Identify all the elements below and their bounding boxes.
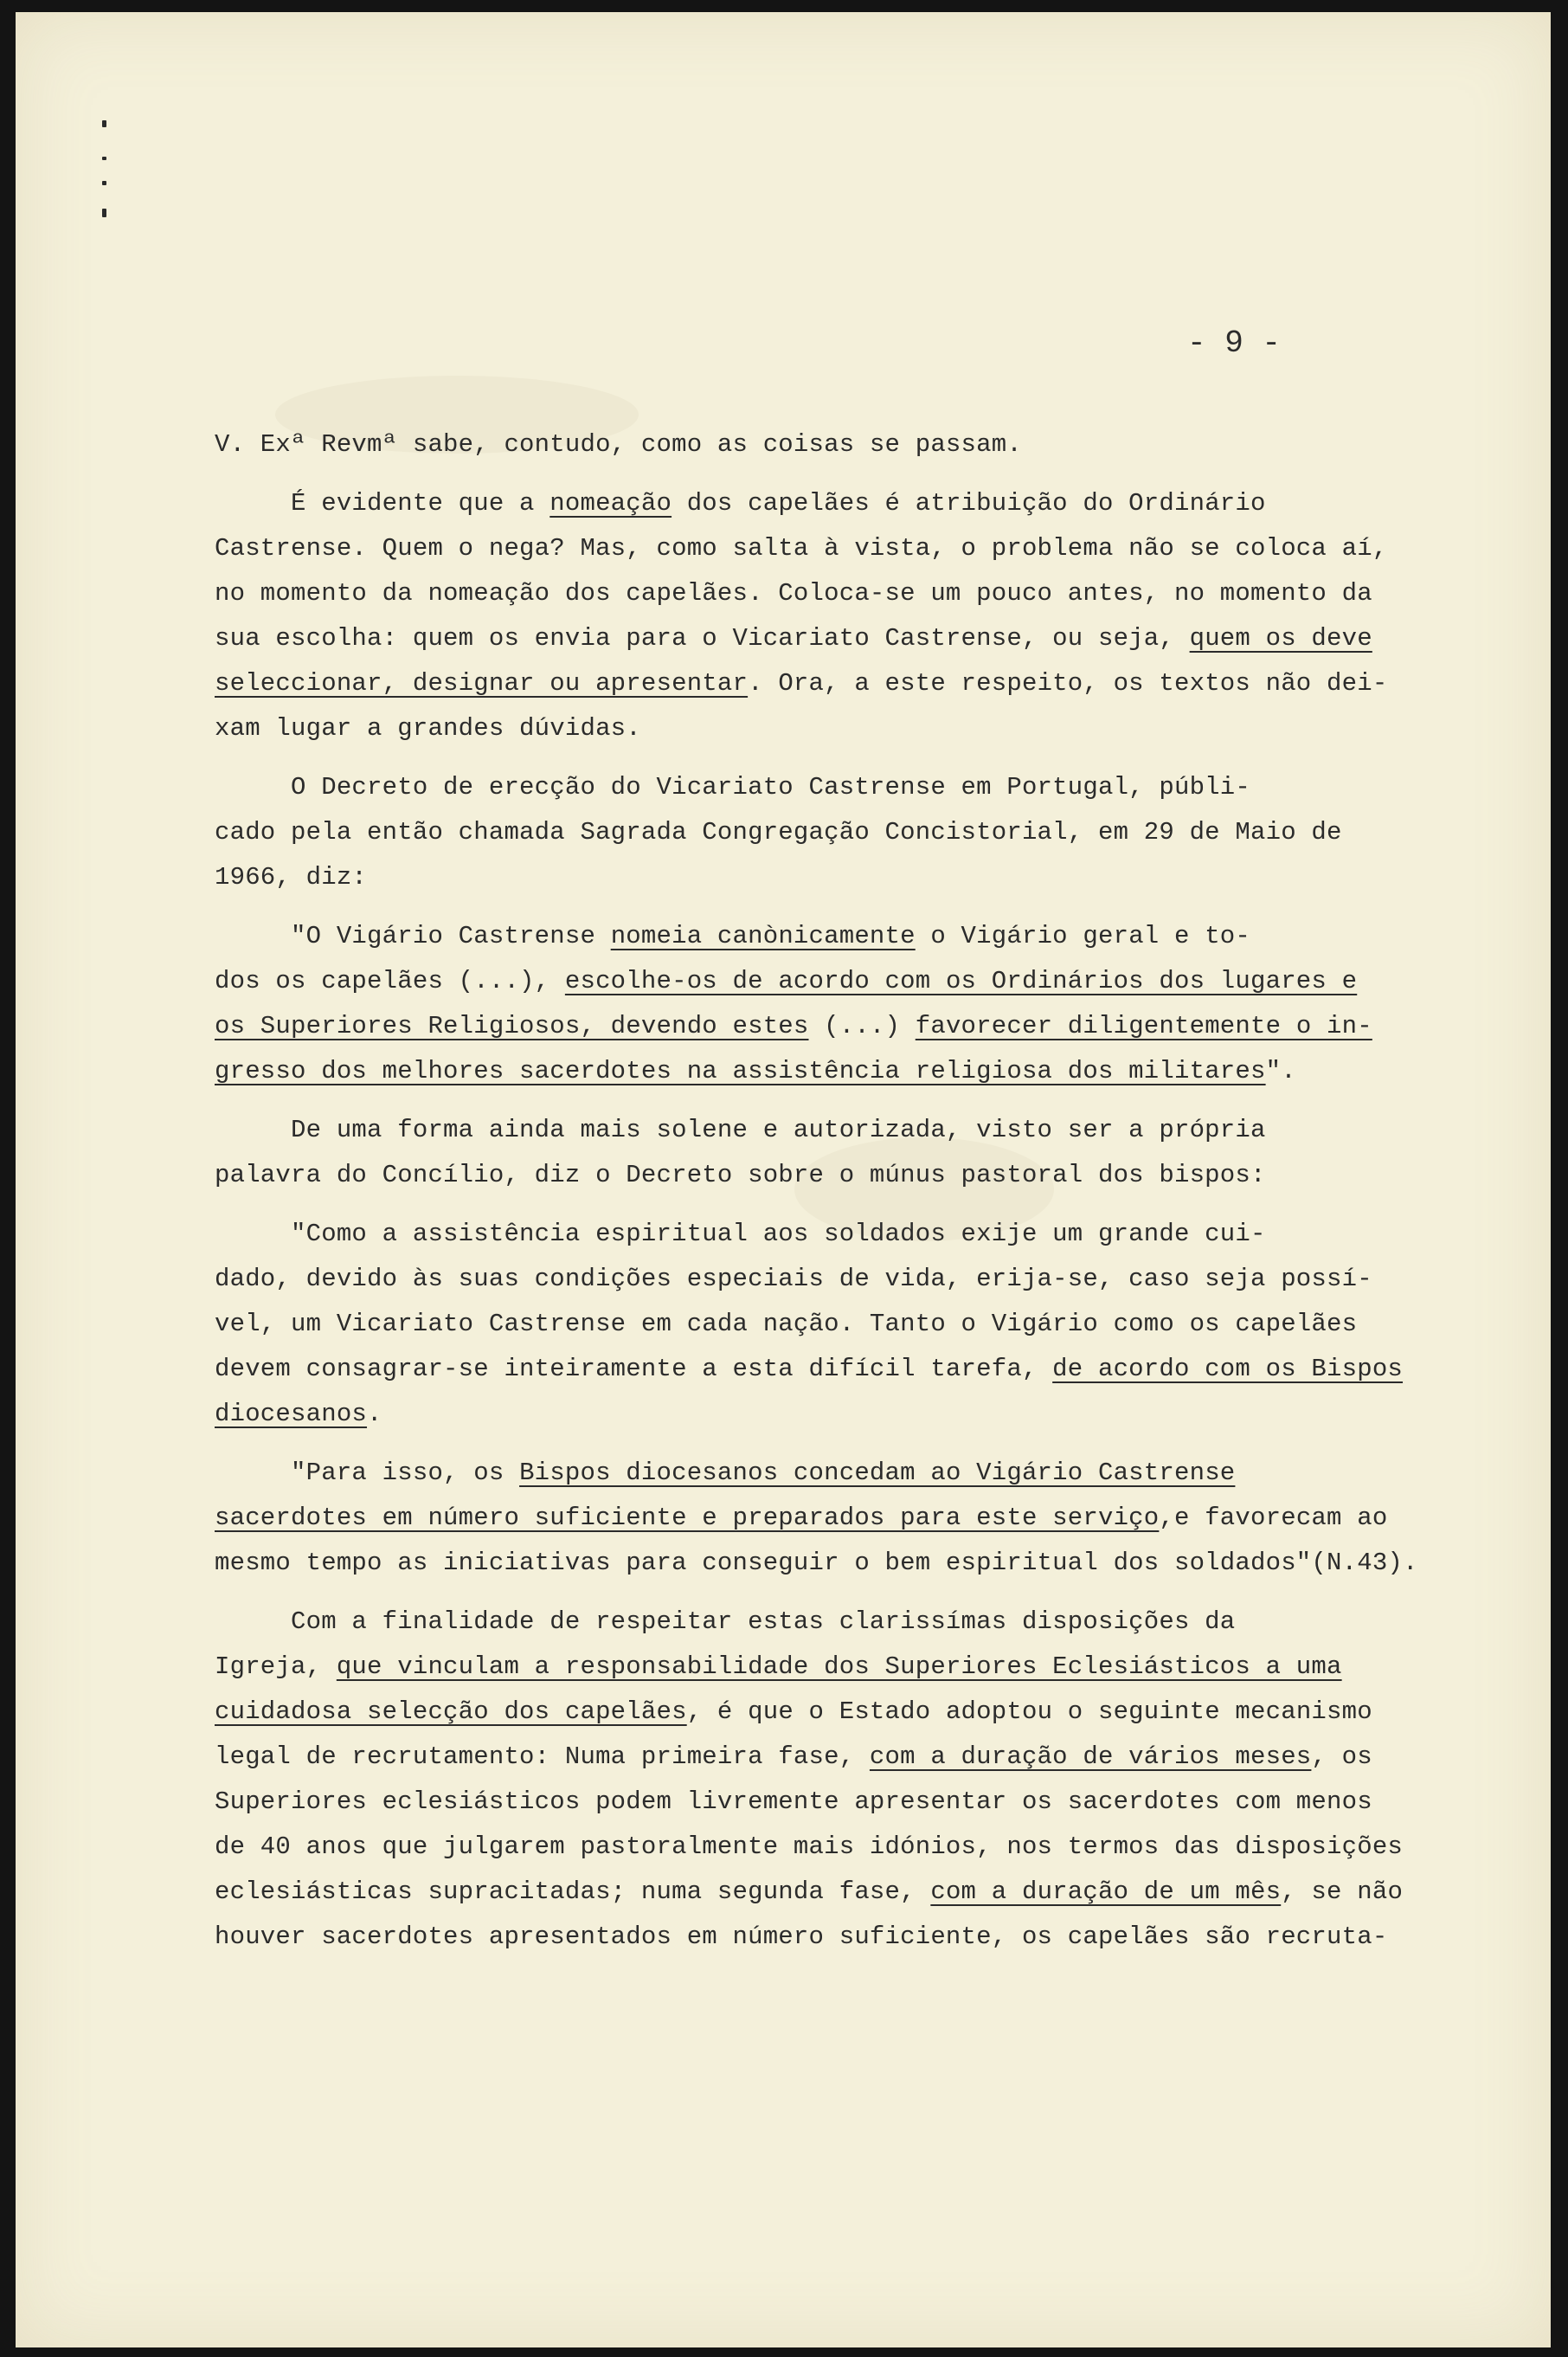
page-number: - 9 -	[1187, 325, 1282, 361]
text-segment: "O Vigário Castrense	[215, 922, 611, 950]
text-segment: Com a finalidade de respeitar estas clarissímas disposições da	[215, 1607, 1236, 1636]
text-segment: "Para isso, os	[215, 1459, 520, 1487]
underlined-phrase: seleccionar, designar ou apresentar	[215, 669, 749, 698]
text-segment: cado pela então chamada Sagrada Congregação Concistorial, em 29 de Maio de	[215, 818, 1342, 847]
text-segment: Castrense. Quem o nega? Mas, como salta à vista, o problema não se coloca aí,	[215, 534, 1388, 563]
text-segment: (...)	[808, 1012, 916, 1040]
text-segment: O Decreto de erecção do Vicariato Castrense em Portugal, públi-	[215, 773, 1250, 802]
underlined-phrase: nomeia canònicamente	[610, 922, 916, 950]
text-segment: xam lugar a grandes dúvidas.	[215, 714, 641, 743]
text-segment: "Como a assistência espiritual aos soldados exije um grande cui-	[215, 1220, 1266, 1248]
text-segment: legal de recrutamento: Numa primeira fase,	[215, 1742, 870, 1771]
paragraph	[215, 481, 1443, 751]
underlined-phrase: com a duração de vários meses	[869, 1742, 1312, 1771]
underlined-phrase: gresso dos melhores sacerdotes na assistência religiosa dos militares	[215, 1057, 1266, 1085]
text-line	[215, 1780, 1443, 1825]
text-line	[215, 1870, 1443, 1915]
underlined-phrase: quem os deve	[1189, 624, 1372, 653]
text-segment: sua escolha: quem os envia para o Vicariato Castrense, ou seja,	[215, 624, 1190, 653]
text-segment: dos os capelães (...),	[215, 967, 565, 995]
underlined-phrase: escolhe-os de acordo com os Ordinários dos lugares e	[564, 967, 1358, 995]
text-segment: no momento da nomeação dos capelães. Coloca-se um pouco antes, no momento da	[215, 579, 1372, 608]
paragraph	[215, 1600, 1443, 1960]
underlined-phrase: cuidadosa selecção dos capelães	[215, 1697, 687, 1726]
text-segment: . Ora, a este respeito, os textos não dei-	[748, 669, 1388, 698]
paragraph	[215, 1451, 1443, 1586]
underlined-phrase: que vinculam a responsabilidade dos Superiores Eclesiásticos a uma	[336, 1652, 1342, 1681]
text-line	[215, 1302, 1443, 1347]
text-line	[215, 1915, 1443, 1960]
text-segment: .	[367, 1400, 382, 1428]
text-segment: palavra do Concílio, diz o Decreto sobre o múnus pastoral dos bispos:	[215, 1161, 1266, 1189]
text-segment: mesmo tempo as iniciativas para conseguir o bem espiritual dos soldados"(N.43).	[215, 1549, 1418, 1577]
text-line	[215, 765, 1443, 810]
text-line	[215, 1451, 1443, 1496]
binding-hole-marks	[85, 112, 119, 224]
text-segment: De uma forma ainda mais solene e autorizada, visto ser a própria	[215, 1116, 1266, 1144]
paragraph	[215, 914, 1443, 1094]
text-segment: Igreja,	[215, 1652, 337, 1681]
text-line	[215, 1049, 1443, 1094]
text-line	[215, 1347, 1443, 1392]
text-line	[215, 1496, 1443, 1541]
text-segment: 1966, diz:	[215, 863, 368, 892]
text-segment: ,e favorecam ao	[1159, 1504, 1388, 1532]
text-line	[215, 1645, 1443, 1690]
text-line	[215, 422, 1443, 467]
text-line	[215, 1541, 1443, 1586]
text-line	[215, 1004, 1443, 1049]
text-segment: dos capelães é atribuição do Ordinário	[672, 489, 1266, 518]
text-segment: o Vigário geral e to-	[915, 922, 1251, 950]
underlined-phrase: os Superiores Religiosos, devendo estes	[215, 1012, 809, 1040]
text-segment: ".	[1265, 1057, 1296, 1085]
underlined-phrase: sacerdotes em número suficiente e preparados para este serviço	[215, 1504, 1160, 1532]
text-segment: devem consagrar-se inteiramente a esta difícil tarefa,	[215, 1355, 1053, 1383]
text-line	[215, 706, 1443, 751]
text-segment: de 40 anos que julgarem pastoralmente mais idónios, nos termos das disposições	[215, 1832, 1404, 1861]
text-line	[215, 1212, 1443, 1257]
text-line	[215, 959, 1443, 1004]
text-segment: , é que o Estado adoptou o seguinte mecanismo	[686, 1697, 1372, 1726]
text-segment: dado, devido às suas condições especiais de vida, erija-se, caso seja possí-	[215, 1265, 1372, 1293]
text-line	[215, 661, 1443, 706]
paragraph	[215, 1108, 1443, 1198]
underlined-phrase: Bispos diocesanos concedam ao Vigário Castrense	[519, 1459, 1236, 1487]
text-line	[215, 1735, 1443, 1780]
text-line	[215, 571, 1443, 616]
text-line	[215, 1600, 1443, 1645]
paragraph	[215, 1212, 1443, 1437]
text-line	[215, 1392, 1443, 1437]
document-body	[215, 422, 1443, 1960]
text-line	[215, 914, 1443, 959]
text-line	[215, 810, 1443, 855]
paragraph	[215, 765, 1443, 900]
text-line	[215, 1825, 1443, 1870]
text-line	[215, 1257, 1443, 1302]
text-segment: V. Exª Revmª sabe, contudo, como as coisas se passam.	[215, 430, 1022, 459]
text-segment: É evidente que a	[215, 489, 550, 518]
underlined-phrase: favorecer diligentemente o in-	[915, 1012, 1372, 1040]
text-line	[215, 1690, 1443, 1735]
text-line	[215, 855, 1443, 900]
text-segment: , se não	[1281, 1877, 1404, 1906]
underlined-phrase: nomeação	[549, 489, 672, 518]
text-segment: , os	[1311, 1742, 1372, 1771]
underlined-phrase: de acordo com os Bispos	[1052, 1355, 1404, 1383]
underlined-phrase: diocesanos	[215, 1400, 368, 1428]
text-segment: eclesiásticas supracitadas; numa segunda fase,	[215, 1877, 931, 1906]
text-line	[215, 616, 1443, 661]
text-line	[215, 526, 1443, 571]
text-line	[215, 481, 1443, 526]
paragraph	[215, 422, 1443, 467]
text-segment: vel, um Vicariato Castrense em cada nação. Tanto o Vigário como os capelães	[215, 1310, 1358, 1338]
underlined-phrase: com a duração de um mês	[930, 1877, 1282, 1906]
text-segment: Superiores eclesiásticos podem livremente apresentar os sacerdotes com menos	[215, 1787, 1372, 1816]
text-segment: houver sacerdotes apresentados em número suficiente, os capelães são recruta-	[215, 1922, 1388, 1951]
text-line	[215, 1108, 1443, 1153]
text-line	[215, 1153, 1443, 1198]
